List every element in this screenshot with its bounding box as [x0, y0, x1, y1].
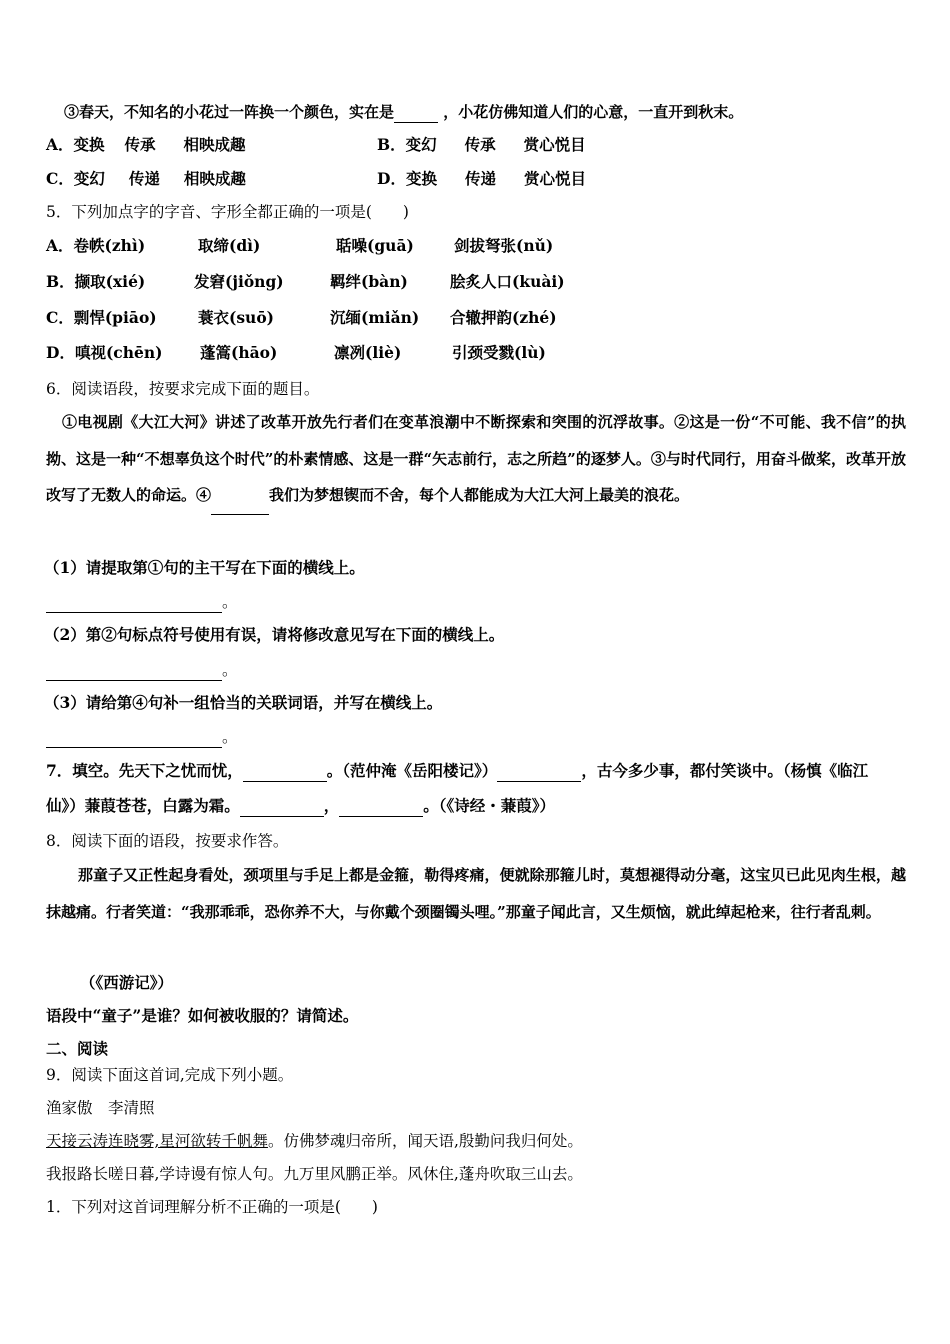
q4-option-a[interactable]: A．变换 传承 相映成趣	[46, 135, 246, 154]
answer-blank[interactable]	[497, 761, 581, 782]
q7-line1: 7．填空。先天下之忧而忧， 。（范仲淹《岳阳楼记》） ，古今多少事，都付笑谈中。（杨慎《临江	[46, 761, 869, 780]
poem-line-2: 我报路长嗟日暮,学诗谩有惊人句。九万里风鹏正举。风休住,蓬舟吹取三山去。	[46, 1165, 583, 1183]
answer-blank[interactable]	[243, 761, 327, 782]
q5-option-c[interactable]: C．剽悍(piāo) 蓑衣(suō) 沉缅(miǎn) 合辙押韵(zhé)	[46, 308, 557, 327]
q4-option-b[interactable]: B．变幻 传承 赏心悦目	[377, 135, 586, 154]
q6-answer-line-3[interactable]: 。	[46, 727, 238, 748]
q4-item3: ③春天，不知名的小花过一阵换一个颜色，实在是 ，小花仿佛知道人们的心意，一直开到秋末。	[64, 103, 744, 121]
poem-title: 渔家傲 李清照	[46, 1099, 155, 1117]
q5-option-b[interactable]: B．撷取(xié) 发窘(jiǒng) 羁绊(bàn) 脍炙人口(kuài)	[46, 272, 565, 291]
answer-blank[interactable]	[240, 796, 324, 817]
answer-blank[interactable]	[339, 796, 423, 817]
q8-passage: 那童子又正性起身看处，颈项里与手足上都是金箍，勒得疼痛，便就除那箍儿时，莫想褪得动分毫，这宝贝已此见肉生根，越抹越痛。行者笑道：“我那乖乖，恐你养不大，与你戴个颈圈镯头哩。”那童子闻此言，又生烦恼，就此绰起枪来，往行者乱刺。	[46, 866, 906, 921]
section-heading: 二、阅读	[46, 1039, 109, 1058]
q8-question: 语段中“童子”是谁？如何被收服的？请简述。	[46, 1006, 359, 1025]
answer-blank[interactable]	[394, 102, 438, 123]
q5-option-a[interactable]: A．卷帙(zhì) 取缔(dì) 聒噪(guā) 剑拔弩张(nǔ)	[46, 236, 554, 255]
q6-sub2: （2）第②句标点符号使用有误，请将修改意见写在下面的横线上。	[44, 625, 505, 644]
q6-answer-line-1[interactable]: 。	[46, 592, 238, 613]
q9-stem: 9．阅读下面这首词,完成下列小题。	[46, 1066, 294, 1084]
q5-option-d[interactable]: D．嗔视(chēn) 蓬篙(hāo) 凛冽(liè) 引颈受戮(lù)	[46, 343, 546, 362]
q8-stem: 8．阅读下面的语段，按要求作答。	[46, 832, 289, 850]
answer-blank[interactable]	[211, 477, 269, 515]
q4-option-c[interactable]: C．变幻 传递 相映成趣	[46, 169, 246, 188]
q6-sub1: （1）请提取第①句的主干写在下面的横线上。	[44, 558, 365, 577]
q6-stem: 6．阅读语段，按要求完成下面的题目。	[46, 380, 320, 398]
q6-answer-line-2[interactable]: 。	[46, 660, 238, 681]
poem-line-1: 天接云涛连晓雾,星河欲转千帆舞。仿佛梦魂归帝所，闻天语,殷勤问我归何处。	[46, 1132, 583, 1150]
q8-source: （《西游记》）	[80, 973, 174, 992]
q7-line2: 仙》）蒹葭苍苍，白露为霜。 ， 。（《诗经・蒹葭》）	[46, 796, 556, 815]
q9-sub1: 1．下列对这首词理解分析不正确的一项是( )	[46, 1198, 378, 1216]
q5-stem: 5．下列加点字的字音、字形全都正确的一项是( )	[46, 203, 409, 221]
q6-passage: ①电视剧《大江大河》讲述了改革开放先行者们在变革浪潮中不断探索和突围的沉浮故事。②这是一份“不可能、我不信”的执拗、这是一种“不想辜负这个时代”的朴素情感、这是一群“矢志前行，志之所趋”的逐梦人。③与时代同行，用奋斗做桨，改革开放改写了无数人的命运。④ 我们为梦想锲而不舍，每个人都能成为大江大河上最美的浪花。	[46, 404, 906, 515]
q6-sub3: （3）请给第④句补一组恰当的关联词语，并写在横线上。	[44, 693, 443, 712]
q4-option-d[interactable]: D．变换 传递 赏心悦目	[377, 169, 586, 188]
underlined-verse: 天接云涛连晓雾,星河欲转千帆舞	[46, 1132, 268, 1150]
